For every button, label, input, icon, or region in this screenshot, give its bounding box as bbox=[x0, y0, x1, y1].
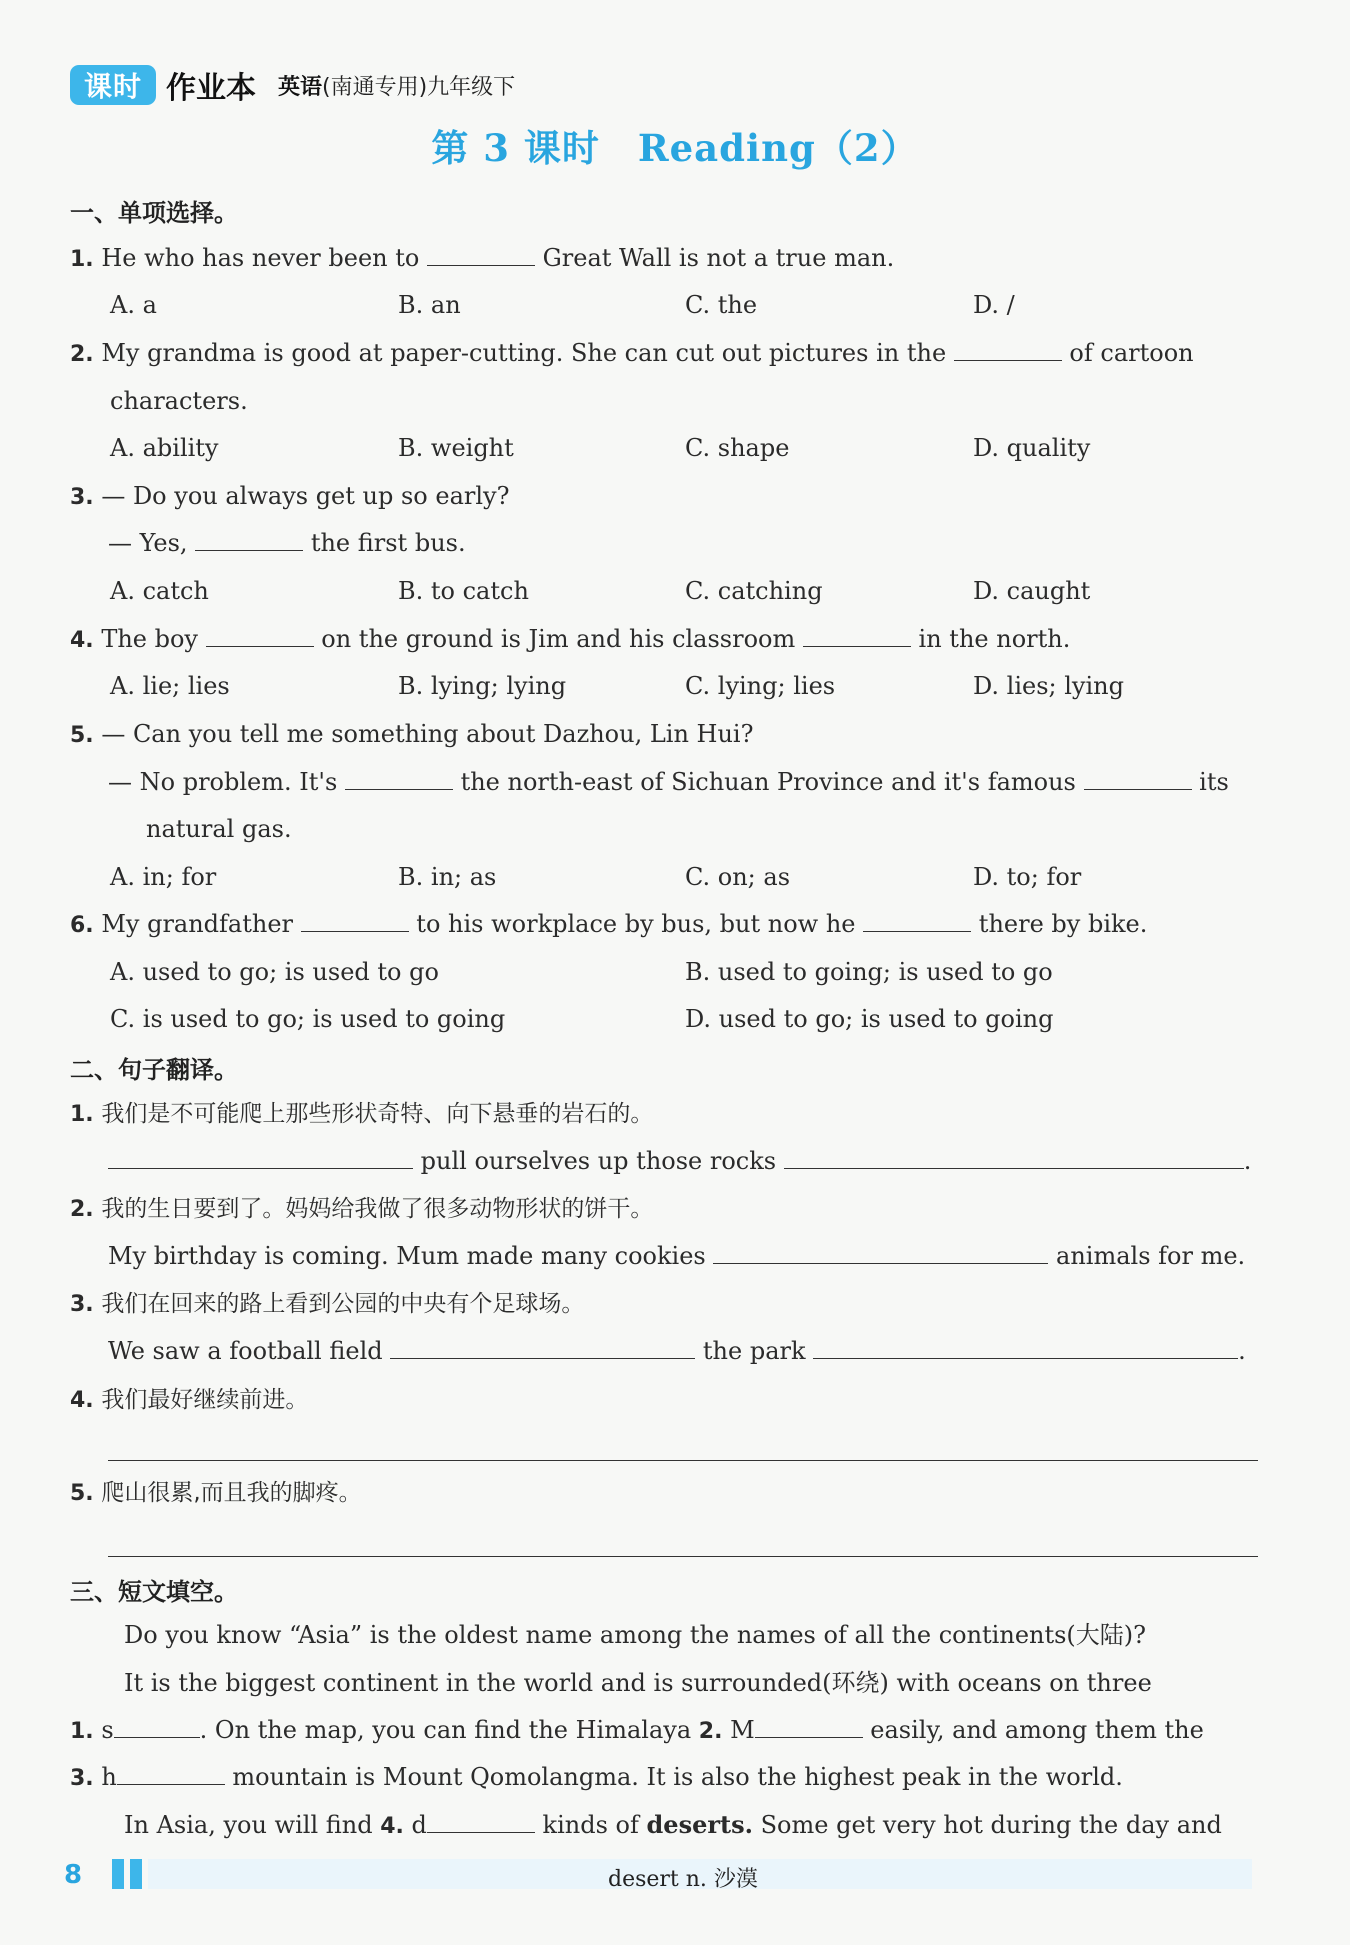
translation-5 bbox=[70, 1477, 362, 1509]
option[interactable]: B. in; as bbox=[398, 863, 497, 891]
answer-blank[interactable] bbox=[803, 624, 911, 647]
option[interactable]: C. shape bbox=[685, 434, 790, 462]
translation-answer: My birthday is coming. Mum made many cookies animals for me. bbox=[108, 1242, 1246, 1270]
page-title: 第 3 课时 Reading（2） bbox=[431, 126, 919, 170]
answer-blank[interactable] bbox=[206, 624, 314, 647]
section-heading: 一、单项选择。 bbox=[70, 199, 238, 227]
option[interactable]: B. weight bbox=[398, 434, 514, 462]
answer-blank[interactable] bbox=[345, 767, 453, 790]
translation-answer: pull ourselves up those rocks . bbox=[108, 1146, 1251, 1176]
passage-line: Do you know “Asia” is the oldest name among the names of all the continents(大陆)? bbox=[124, 1621, 1147, 1649]
question-2 bbox=[70, 338, 1194, 370]
option[interactable]: A. in; for bbox=[110, 863, 217, 891]
option[interactable]: D. caught bbox=[973, 577, 1091, 605]
brand-name: 作业本 bbox=[166, 71, 256, 106]
passage-line: It is the biggest continent in the world and is surrounded(环绕) with oceans on three bbox=[124, 1669, 1152, 1697]
answer-blank[interactable] bbox=[784, 1146, 1244, 1169]
answer-blank[interactable] bbox=[863, 909, 971, 932]
question-number: 3. bbox=[70, 1292, 94, 1317]
blank-number: 1. bbox=[70, 1719, 94, 1744]
blank-number: 3. bbox=[70, 1766, 94, 1791]
answer-blank[interactable] bbox=[117, 1762, 225, 1785]
option[interactable]: D. lies; lying bbox=[973, 672, 1124, 700]
chinese-sentence: 我们最好继续前进。 bbox=[101, 1387, 309, 1413]
blank-number: 4. bbox=[380, 1814, 404, 1839]
answer-blank[interactable] bbox=[114, 1715, 200, 1738]
chinese-sentence: 我们是不可能爬上那些形状奇特、向下悬垂的岩石的。 bbox=[101, 1101, 654, 1127]
option[interactable]: B. used to going; is used to go bbox=[685, 958, 1053, 986]
answer-line[interactable] bbox=[108, 1460, 1258, 1461]
chinese-sentence: 我的生日要到了。妈妈给我做了很多动物形状的饼干。 bbox=[101, 1196, 654, 1222]
question-text: on the ground is Jim and his classroom bbox=[321, 625, 796, 653]
question-3 bbox=[70, 481, 509, 513]
question-text: My grandma is good at paper-cutting. She can cut out pictures in the bbox=[101, 339, 947, 367]
question-6 bbox=[70, 909, 1147, 941]
passage-line: In Asia, you will find 4. d kinds of deserts. Some get very hot during the day and bbox=[124, 1810, 1222, 1839]
answer-blank[interactable] bbox=[813, 1336, 1238, 1359]
question-text: He who has never been to bbox=[101, 244, 420, 272]
answer-blank[interactable] bbox=[427, 243, 535, 266]
question-text: — Do you always get up so early? bbox=[101, 482, 510, 510]
chinese-sentence: 我们在回来的路上看到公园的中央有个足球场。 bbox=[101, 1291, 585, 1317]
translation-4 bbox=[70, 1384, 308, 1416]
question-text: — No problem. It's the north-east of Sichuan Province and it's famous its bbox=[108, 768, 1229, 796]
option[interactable]: C. on; as bbox=[685, 863, 791, 891]
question-text: — Yes, the first bus. bbox=[108, 529, 466, 557]
translation-answer: We saw a football field the park . bbox=[108, 1337, 1246, 1365]
passage-line: 1. s . On the map, you can find the Himalaya 2. M easily, and among them the bbox=[70, 1716, 1204, 1744]
question-number: 4. bbox=[70, 1388, 94, 1413]
logo: 课时 bbox=[70, 65, 156, 105]
option[interactable]: D. used to go; is used to going bbox=[685, 1005, 1054, 1033]
answer-blank[interactable] bbox=[1084, 767, 1192, 790]
subject-detail: (南通专用)九年级下 bbox=[322, 74, 516, 100]
answer-blank[interactable] bbox=[390, 1336, 695, 1359]
option[interactable]: B. lying; lying bbox=[398, 672, 567, 700]
question-number: 4. bbox=[70, 628, 94, 653]
question-text: of cartoon bbox=[1069, 339, 1194, 367]
answer-blank[interactable] bbox=[427, 1810, 535, 1833]
section-heading: 二、句子翻译。 bbox=[70, 1056, 238, 1084]
option[interactable]: D. quality bbox=[973, 434, 1091, 462]
translation-1 bbox=[70, 1098, 653, 1130]
answer-line[interactable] bbox=[108, 1556, 1258, 1557]
chinese-sentence: 爬山很累,而且我的脚疼。 bbox=[101, 1480, 362, 1506]
question-text: The boy bbox=[101, 625, 198, 653]
page-number: 8 bbox=[64, 1860, 83, 1890]
answer-blank[interactable] bbox=[108, 1146, 413, 1169]
subject: 英语 bbox=[278, 74, 323, 100]
translation-2 bbox=[70, 1193, 653, 1225]
option[interactable]: C. catching bbox=[685, 577, 823, 605]
answer-blank[interactable] bbox=[954, 338, 1062, 361]
footer-accent bbox=[112, 1859, 124, 1889]
question-4 bbox=[70, 624, 1070, 656]
question-number: 2. bbox=[70, 342, 94, 367]
answer-blank[interactable] bbox=[301, 909, 409, 932]
answer-blank[interactable] bbox=[755, 1715, 863, 1738]
question-text: — Can you tell me something about Dazhou, Lin Hui? bbox=[101, 720, 754, 748]
header bbox=[70, 60, 515, 110]
question-text: to his workplace by bus, but now he bbox=[416, 910, 856, 938]
option[interactable]: A. ability bbox=[110, 434, 219, 462]
option[interactable]: A. used to go; is used to go bbox=[110, 958, 439, 986]
question-number: 1. bbox=[70, 247, 94, 272]
question-number: 3. bbox=[70, 485, 94, 510]
blank-number: 2. bbox=[698, 1719, 723, 1744]
section-heading: 三、短文填空。 bbox=[70, 1578, 238, 1606]
option[interactable]: A. lie; lies bbox=[110, 672, 230, 700]
option[interactable]: B. to catch bbox=[398, 577, 529, 605]
question-1 bbox=[70, 243, 894, 275]
option[interactable]: D. / bbox=[973, 291, 1015, 319]
glossary-note: desert n. 沙漠 bbox=[608, 1867, 758, 1892]
question-number: 5. bbox=[70, 723, 94, 748]
answer-blank[interactable] bbox=[195, 528, 303, 551]
option[interactable]: C. the bbox=[685, 291, 758, 319]
option[interactable]: A. a bbox=[110, 291, 157, 319]
question-text: Great Wall is not a true man. bbox=[542, 244, 895, 272]
question-text: in the north. bbox=[918, 625, 1071, 653]
question-text: My grandfather bbox=[101, 910, 294, 938]
option[interactable]: A. catch bbox=[110, 577, 209, 605]
question-text: there by bike. bbox=[978, 910, 1148, 938]
question-text: characters. bbox=[110, 387, 248, 415]
question-5 bbox=[70, 719, 753, 751]
glossed-word: deserts. bbox=[646, 1810, 753, 1839]
translation-3 bbox=[70, 1288, 584, 1320]
option[interactable]: C. is used to go; is used to going bbox=[110, 1005, 506, 1033]
question-number: 5. bbox=[70, 1481, 94, 1506]
question-number: 1. bbox=[70, 1102, 94, 1127]
answer-blank[interactable] bbox=[713, 1241, 1048, 1264]
question-number: 6. bbox=[70, 913, 94, 938]
passage-line: 3. h mountain is Mount Qomolangma. It is also the highest peak in the world. bbox=[70, 1763, 1123, 1791]
question-text: natural gas. bbox=[146, 815, 292, 843]
option[interactable]: D. to; for bbox=[973, 863, 1082, 891]
question-number: 2. bbox=[70, 1197, 94, 1222]
option[interactable]: C. lying; lies bbox=[685, 672, 836, 700]
option[interactable]: B. an bbox=[398, 291, 461, 319]
footer-accent bbox=[130, 1859, 142, 1889]
